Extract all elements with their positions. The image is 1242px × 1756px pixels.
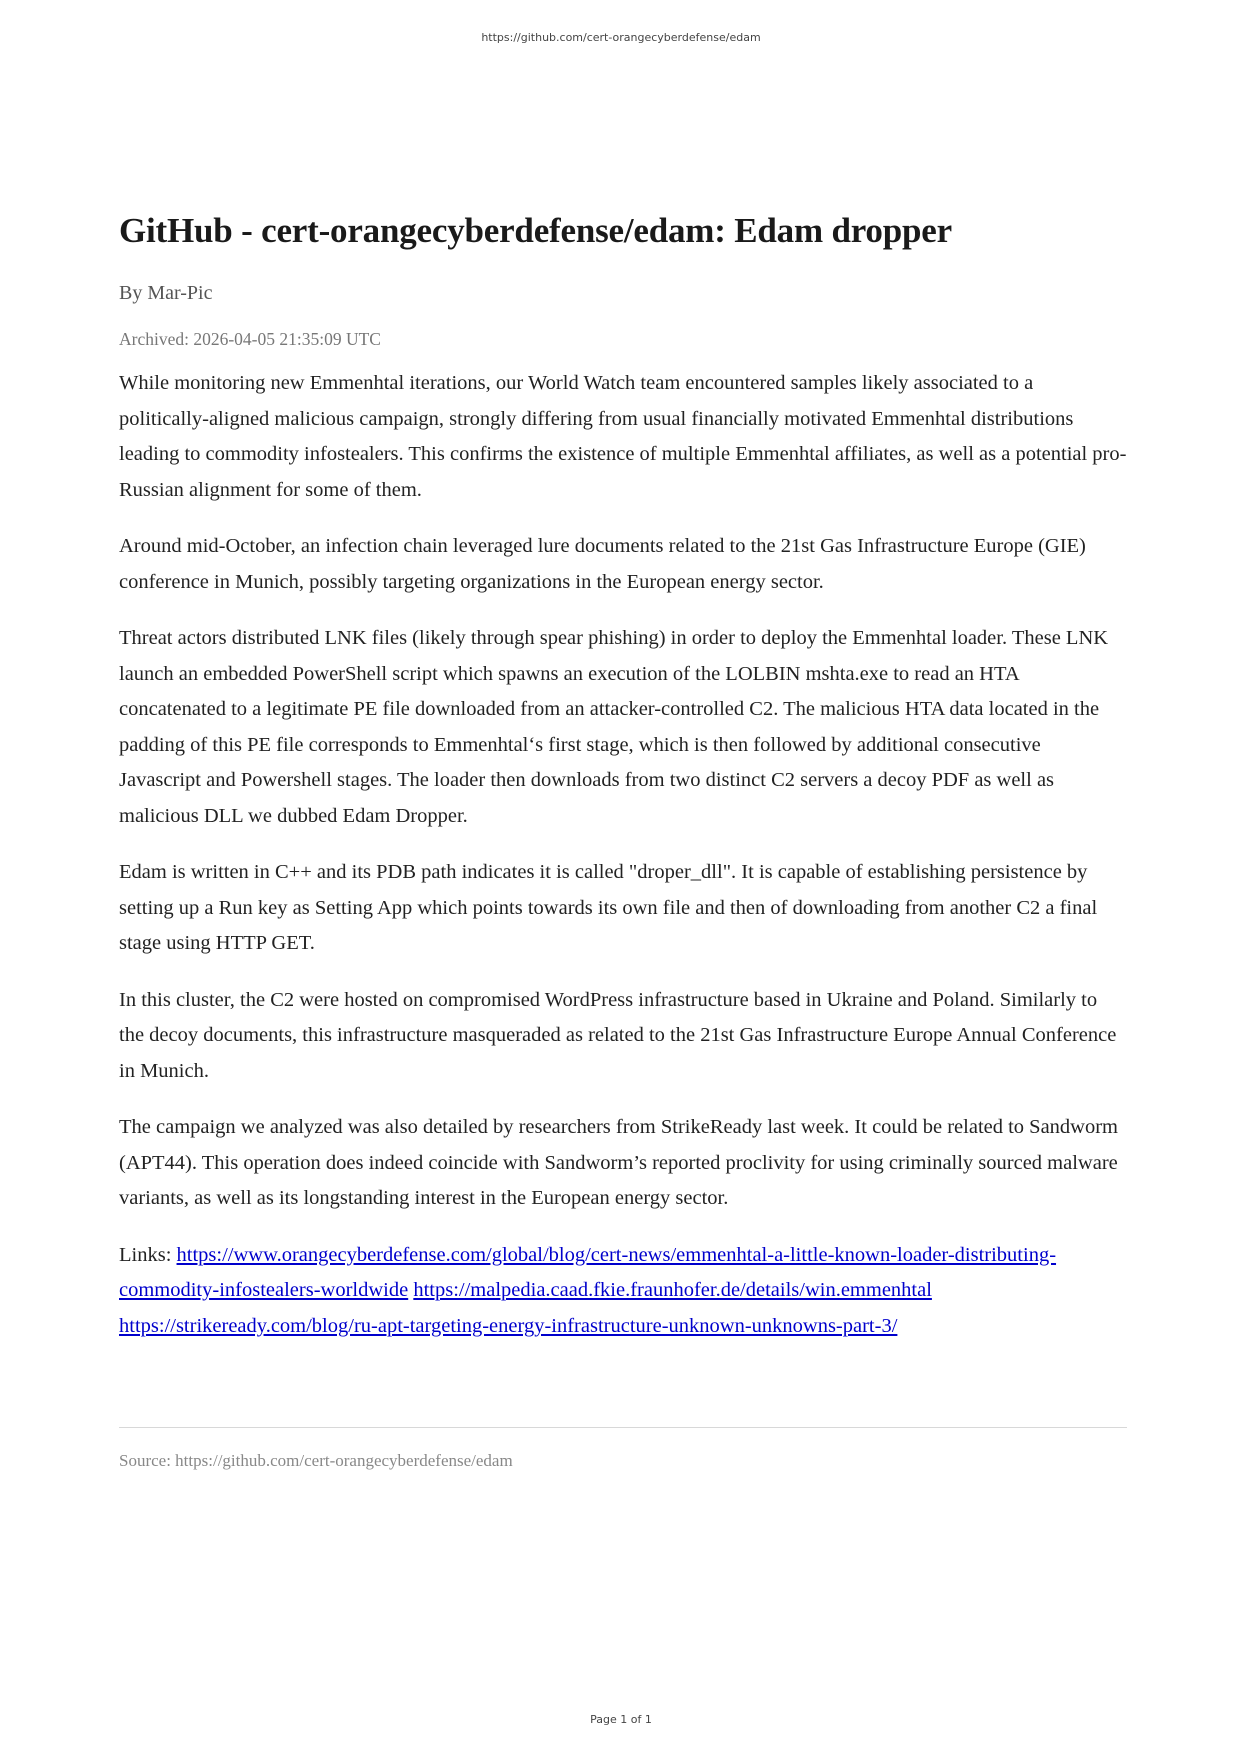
paragraph: While monitoring new Emmenhtal iterations, our World Watch team encountered samples likely associated to a politically-aligned malicious campaign, strongly differing from usual financially motivated Emmenhtal distributions leading to commodity infostealers. This confirms the existence of multiple Emmenhtal affiliates, as well as a potential pro-Russian alignment for some of them. — [119, 372, 1127, 501]
paragraph: Edam is written in C++ and its PDB path indicates it is called "droper_dll". It is capable of establishing persistence by setting up a Run key as Setting App which points towards its own file and then of downloading from another C2 a final stage using HTTP GET. — [119, 861, 1098, 954]
article — [119, 210, 1127, 1365]
source-line: Source: https://github.com/cert-orangecyberdefense/edam — [119, 1451, 513, 1470]
article-title: GitHub - cert-orangecyberdefense/edam: Edam dropper — [119, 211, 952, 250]
links-paragraph — [119, 1238, 1127, 1345]
paragraph: The campaign we analyzed was also detailed by researchers from StrikeReady last week. It could be related to Sandworm (APT44). This operation does indeed coincide with Sandworm’s reported proclivity for using criminally sourced malware variants, as well as its longstanding interest in the European energy sector. — [119, 1116, 1119, 1209]
article-body — [119, 366, 1127, 1344]
link-strikeready-blog[interactable]: https://strikeready.com/blog/ru-apt-targeting-energy-infrastructure-unknown-unknowns-part-3/ — [119, 1314, 898, 1337]
page-header-url: https://github.com/cert-orangecyberdefense/edam — [481, 31, 761, 44]
paragraph: Around mid-October, an infection chain leveraged lure documents related to the 21st Gas Infrastructure Europe (GIE) conference in Munich, possibly targeting organizations in the European energy sector. — [119, 535, 1086, 593]
paragraph: In this cluster, the C2 were hosted on compromised WordPress infrastructure based in Ukraine and Poland. Similarly to the decoy documents, this infrastructure masqueraded as related to the 21st Gas Infrastructure Europe Annual Conference in Munich. — [119, 988, 1117, 1082]
paragraph: Threat actors distributed LNK files (likely through spear phishing) in order to deploy the Emmenhtal loader. These LNK launch an embedded PowerShell script which spawns an execution of the LOLBIN mshta.exe to read an HTA concatenated to a legitimate PE file downloaded from an attacker-controlled C2. The malicious HTA data located in the padding of this PE file corresponds to Emmenhtal‘s first stage, which is then followed by additional consecutive Javascript and Powershell stages. The loader then downloads from two distinct C2 servers a decoy PDF as well as malicious DLL we dubbed Edam Dropper. — [119, 627, 1109, 827]
link-orangecyberdefense-blog[interactable]: https://www.orangecyberdefense.com/global/blog/cert-news/emmenhtal-a-little-known-loader-distributing-commodity-infostealers-worldwide — [119, 1243, 1057, 1301]
article-byline: By Mar-Pic — [119, 282, 213, 304]
page-number: Page 1 of 1 — [590, 1713, 652, 1726]
footer-divider — [119, 1427, 1127, 1428]
links-label: Links: — [119, 1243, 172, 1266]
link-malpedia[interactable]: https://malpedia.caad.fkie.fraunhofer.de/details/win.emmenhtal — [413, 1279, 932, 1301]
archived-timestamp: Archived: 2026-04-05 21:35:09 UTC — [119, 329, 381, 349]
